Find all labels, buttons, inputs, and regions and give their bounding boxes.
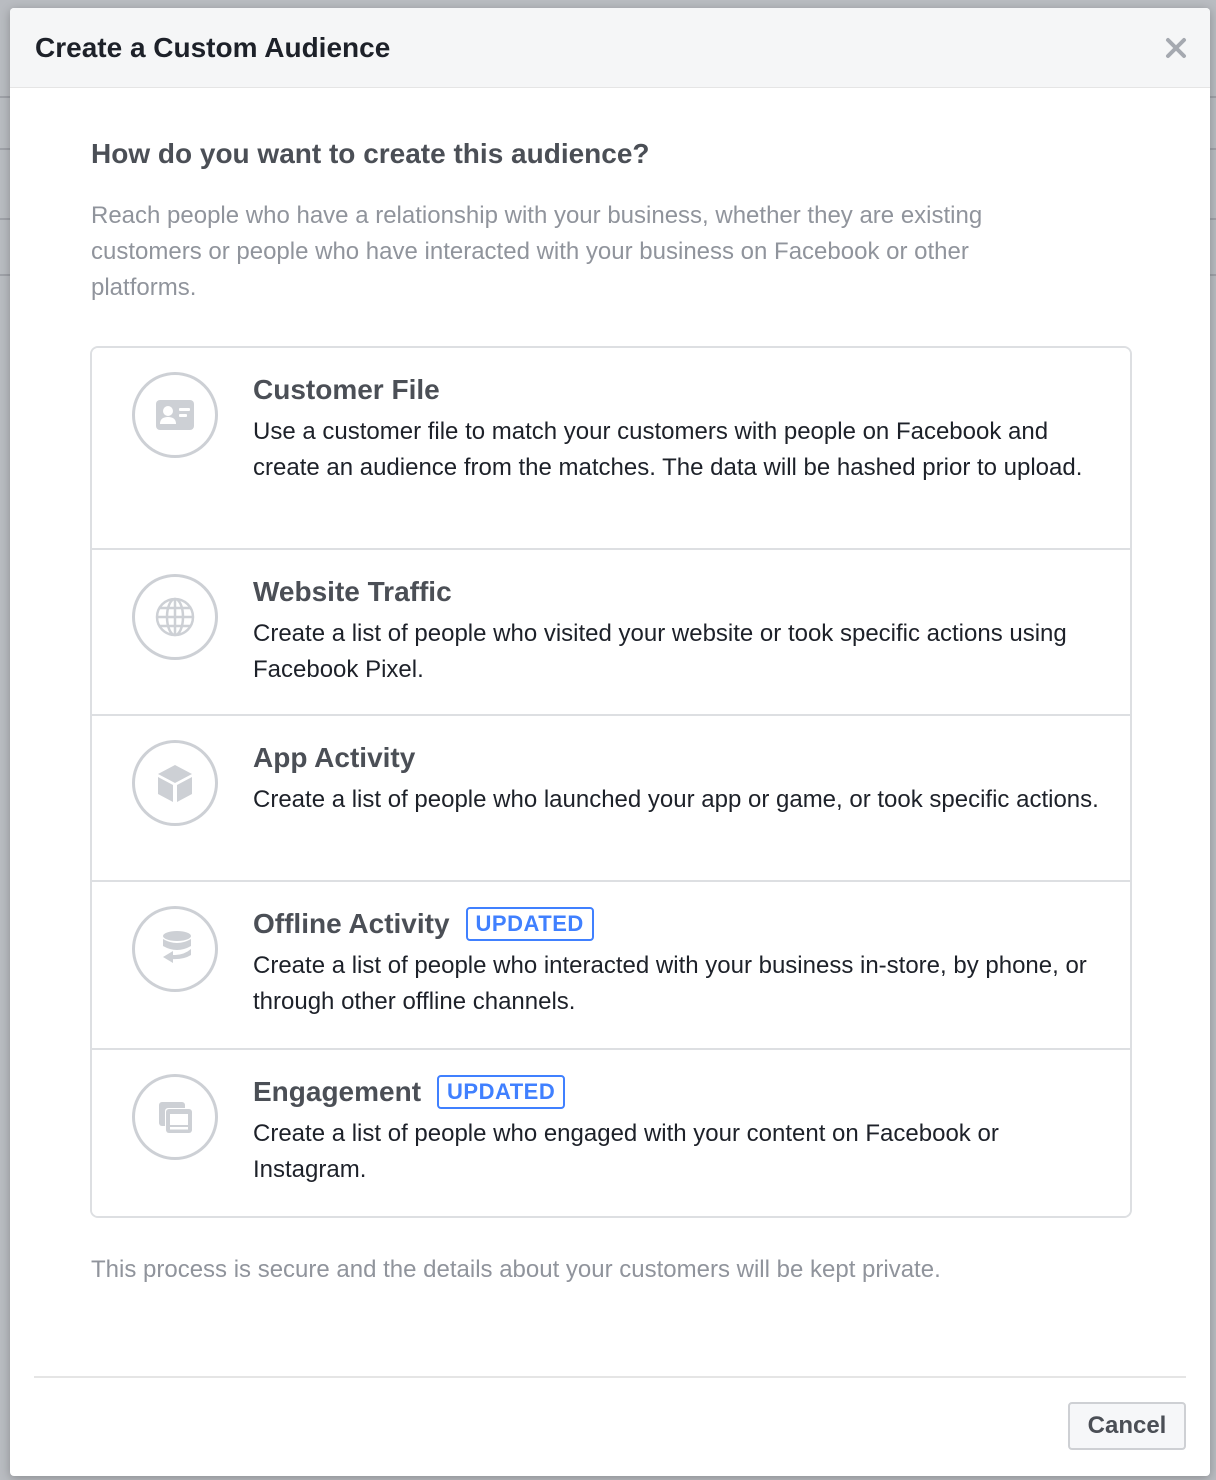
audience-source-list xyxy=(90,346,1132,1218)
contact-card-icon xyxy=(132,372,218,458)
cancel-button[interactable]: Cancel xyxy=(1068,1402,1186,1450)
option-title: Engagement xyxy=(253,1076,422,1107)
option-offline-activity[interactable] xyxy=(92,880,1130,1048)
option-description: Use a customer file to match your customers with people on Facebook and create an audience from the matches. The data will be hashed prior to upload. xyxy=(253,418,1083,481)
close-icon[interactable] xyxy=(1160,32,1192,64)
option-website-traffic[interactable] xyxy=(92,548,1130,714)
updated-badge: UPDATED xyxy=(437,1075,565,1109)
security-note: This process is secure and the details about your customers will be kept private. xyxy=(91,1256,941,1283)
intro-text: Reach people who have a relationship with your business, whether they are existing customers or people who have interacted with your business on Facebook or other platforms. xyxy=(91,202,983,301)
custom-audience-dialog xyxy=(10,8,1210,1476)
option-engagement[interactable] xyxy=(92,1048,1130,1216)
dialog-title: Create a Custom Audience xyxy=(35,32,391,63)
footer-divider xyxy=(34,1376,1186,1378)
option-description: Create a list of people who interacted with your business in-store, by phone, or through other offline channels. xyxy=(253,952,1087,1015)
database-sync-icon xyxy=(132,906,218,992)
option-description: Create a list of people who engaged with your content on Facebook or Instagram. xyxy=(253,1120,999,1183)
option-title: App Activity xyxy=(253,742,416,773)
creation-question-heading: How do you want to create this audience? xyxy=(91,138,650,169)
cube-icon xyxy=(132,740,218,826)
stacked-cards-icon xyxy=(132,1074,218,1160)
option-customer-file[interactable] xyxy=(92,348,1130,548)
option-description: Create a list of people who visited your website or took specific actions using Facebook Pixel. xyxy=(253,620,1067,683)
option-title: Website Traffic xyxy=(253,576,452,607)
option-app-activity[interactable] xyxy=(92,714,1130,880)
globe-icon xyxy=(132,574,218,660)
dialog-header xyxy=(10,8,1210,88)
updated-badge: UPDATED xyxy=(466,907,594,941)
option-title: Offline Activity xyxy=(253,908,450,939)
option-description: Create a list of people who launched your app or game, or took specific actions. xyxy=(253,786,1099,813)
option-title: Customer File xyxy=(253,374,440,405)
